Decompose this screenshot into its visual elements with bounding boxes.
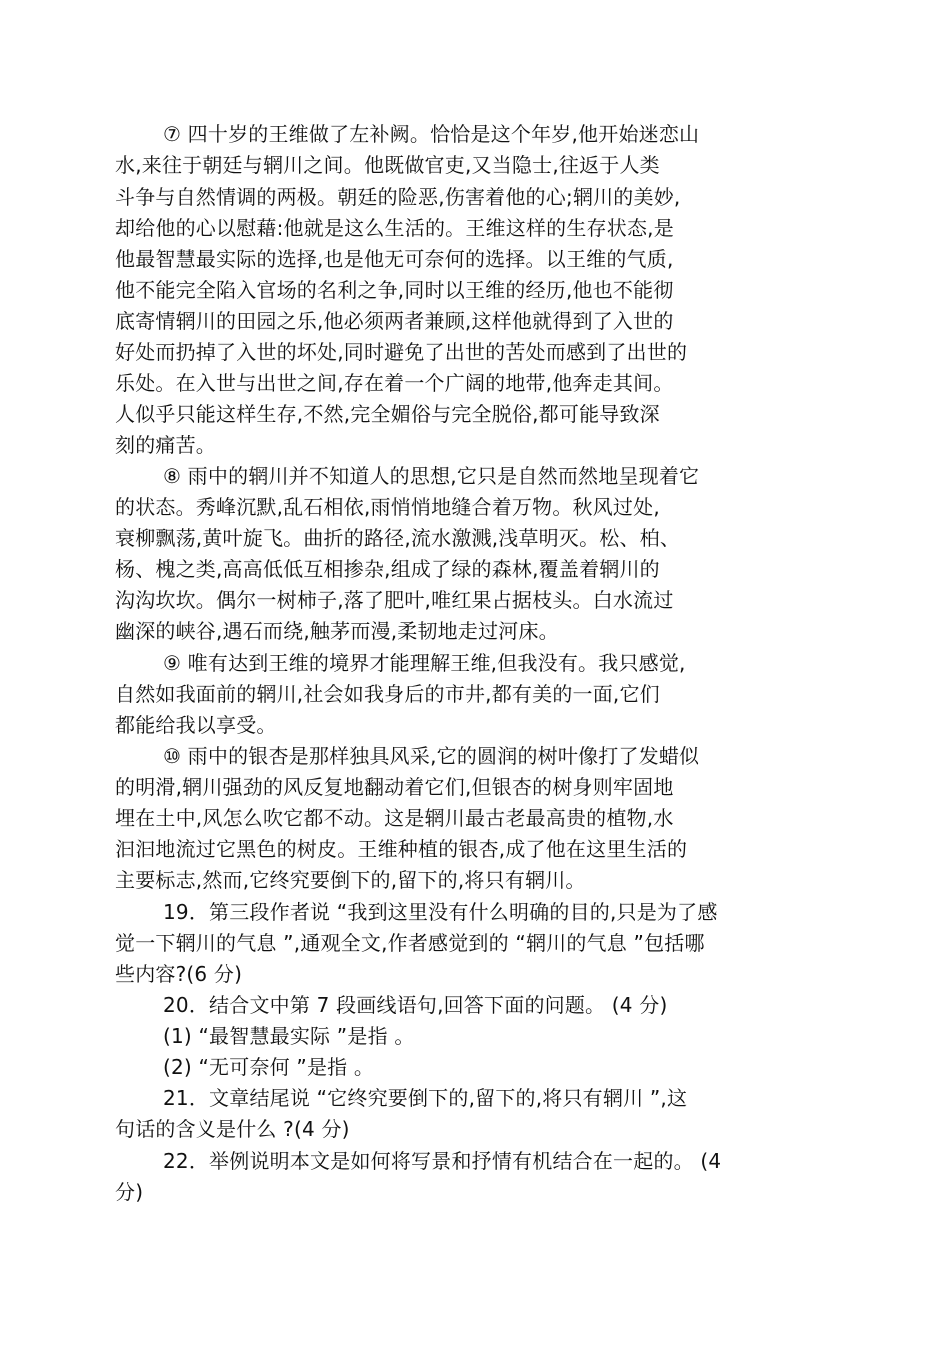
text-line: 他最智慧最实际的选择,也是他无可奈何的选择。以王维的气质, — [115, 247, 674, 271]
question-subitem: (2) “无可奈何 ”是指 。 — [163, 1055, 375, 1079]
text-line: 自然如我面前的辋川,社会如我身后的市井,都有美的一面,它们 — [115, 682, 660, 706]
text-line: 衰柳飘荡,黄叶旋飞。曲折的路径,流水激溅,浅草明灭。松、柏、 — [115, 526, 681, 550]
text-line: 斗争与自然情调的两极。朝廷的险恶,伤害着他的心;辋川的美妙, — [115, 185, 681, 209]
text-line: 杨、槐之类,高高低低互相掺杂,组成了绿的森林,覆盖着辋川的 — [115, 557, 660, 581]
text-line: ⑦ 四十岁的王维做了左补阙。恰恰是这个年岁,他开始迷恋山 — [163, 122, 700, 146]
text-line: 的状态。秀峰沉默,乱石相依,雨悄悄地缝合着万物。秋风过处, — [115, 495, 660, 519]
question-line: 22．举例说明本文是如何将写景和抒情有机结合在一起的。 (4 — [163, 1149, 722, 1173]
text-line: 沟沟坎坎。偶尔一树柿子,落了肥叶,唯红果占据枝头。白水流过 — [115, 588, 674, 612]
text-line: ⑧ 雨中的辋川并不知道人的思想,它只是自然而然地呈现着它 — [163, 464, 700, 488]
text-line: 幽深的峡谷,遇石而绕,触茅而漫,柔韧地走过河床。 — [115, 619, 559, 643]
text-line: 的明滑,辋川强劲的风反复地翻动着它们,但银杏的树身则牢固地 — [115, 775, 674, 799]
question-line: 些内容?(6 分) — [115, 962, 243, 986]
text-line: ⑩ 雨中的银杏是那样独具风采,它的圆润的树叶像打了发蜡似 — [163, 744, 700, 768]
text-line: 好处而扔掉了入世的坏处,同时避免了出世的苦处而感到了出世的 — [115, 340, 688, 364]
question-line: 21．文章结尾说 “它终究要倒下的,留下的,将只有辋川 ”,这 — [163, 1086, 688, 1110]
question-line: 分) — [115, 1180, 144, 1204]
text-line: ⑨ 唯有达到王维的境界才能理解王维,但我没有。我只感觉, — [163, 651, 686, 675]
text-line: 都能给我以享受。 — [115, 713, 277, 737]
question-subitem: (1) “最智慧最实际 ”是指 。 — [163, 1024, 415, 1048]
text-line: 汩汩地流过它黑色的树皮。王维种植的银杏,成了他在这里生活的 — [115, 837, 688, 861]
text-line: 主要标志,然而,它终究要倒下的,留下的,将只有辋川。 — [115, 868, 586, 892]
question-line: 觉一下辋川的气息 ”,通观全文,作者感觉到的 “辋川的气息 ”包括哪 — [115, 931, 705, 955]
text-line: 乐处。在入世与出世之间,存在着一个广阔的地带,他奔走其间。 — [115, 371, 674, 395]
question-line: 句话的含义是什么 ?(4 分) — [115, 1117, 350, 1141]
text-line: 水,来往于朝廷与辋川之间。他既做官吏,又当隐士,往返于人类 — [115, 153, 660, 177]
text-line: 却给他的心以慰藉:他就是这么生活的。王维这样的生存状态,是 — [115, 216, 674, 240]
text-line: 埋在土中,风怎么吹它都不动。这是辋川最古老最高贵的植物,水 — [115, 806, 674, 830]
text-line: 人似乎只能这样生存,不然,完全媚俗与完全脱俗,都可能导致深 — [115, 402, 660, 426]
text-line: 刻的痛苦。 — [115, 433, 216, 457]
question-line: 19．第三段作者说 “我到这里没有什么明确的目的,只是为了感 — [163, 900, 718, 924]
question-line: 20．结合文中第 7 段画线语句,回答下面的问题。 (4 分) — [163, 993, 668, 1017]
text-line: 他不能完全陷入官场的名利之争,同时以王维的经历,他也不能彻 — [115, 278, 674, 302]
text-line: 底寄情辋川的田园之乐,他必须两者兼顾,这样他就得到了入世的 — [115, 309, 674, 333]
